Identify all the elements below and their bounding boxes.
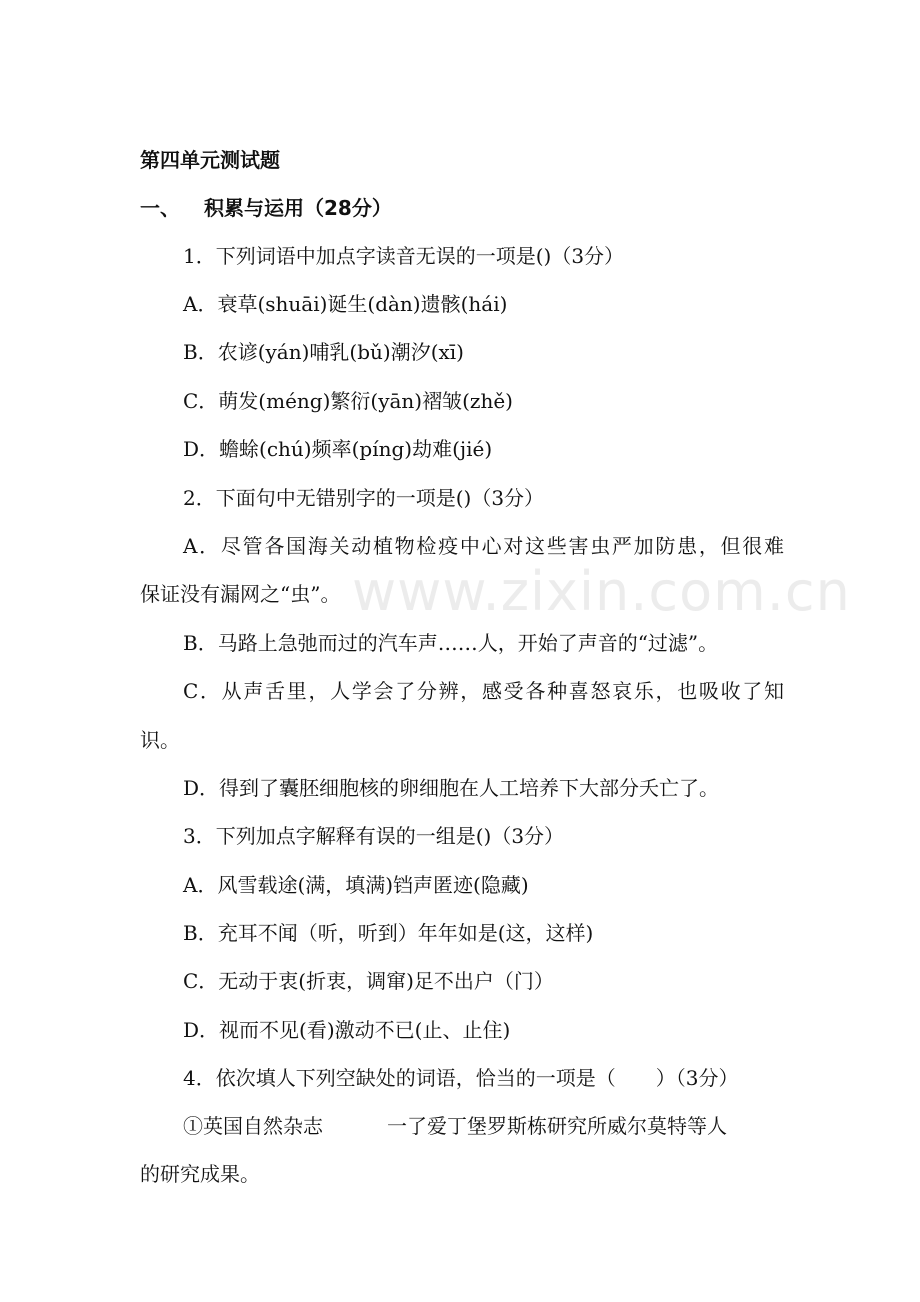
question-3: 3．下列加点字解释有误的一组是()（3分）: [183, 824, 565, 848]
q3-option-b: B．充耳不闻（听，听到）年年如是(这，这样): [183, 921, 594, 945]
question-1: 1．下列词语中加点字读音无误的一项是()（3分）: [183, 244, 625, 268]
section-number: 一、: [140, 196, 180, 220]
q1-option-b: B．农谚(yán)哺乳(bǔ)潮汐(xī): [183, 340, 464, 364]
q1-option-a: A．衰草(shuāi)诞生(dàn)遗骸(hái): [183, 292, 508, 316]
q4-item-1-part2: 一了爱丁堡罗斯栋研究所威尔莫特等人: [387, 1114, 727, 1138]
section-title: 积累与运用（28分）: [204, 196, 392, 220]
question-4: 4．依次填人下列空缺处的词语，恰当的一项是（ ）（3分）: [183, 1066, 739, 1090]
page-title: 第四单元测试题: [140, 148, 280, 172]
q4-item-1-part1: ①英国自然杂志: [183, 1114, 323, 1138]
q1-option-c: C．萌发(méng)繁衍(yān)褶皱(zhě): [183, 389, 513, 413]
watermark: www.zixin.com.cn: [352, 560, 851, 623]
q1-option-d: D．蟾蜍(chú)频率(píng)劫难(jié): [183, 437, 493, 461]
q3-option-c: C．无动于衷(折衷，调窜)足不出户（门）: [183, 969, 554, 993]
q2-option-a: A．尽管各国海关动植物检疫中心对这些害虫严加防患，但很难: [183, 534, 784, 558]
q4-item-1-cont: 的研究成果。: [140, 1162, 260, 1186]
section-heading: [140, 195, 392, 221]
question-2: 2．下面句中无错别字的一项是()（3分）: [183, 486, 545, 510]
q2-option-a-cont: 保证没有漏网之“虫”。: [140, 582, 341, 606]
q3-option-a: A．风雪载途(满，填满)铛声匿迹(隐藏): [183, 873, 529, 897]
q4-item-1: [183, 1113, 727, 1139]
q2-option-d: D．得到了囊胚细胞核的卵细胞在人工培养下大部分夭亡了。: [183, 776, 720, 800]
q2-option-c-cont: 识。: [140, 728, 180, 752]
q2-option-c: C．从声舌里，人学会了分辨，感受各种喜怒哀乐，也吸收了知: [183, 679, 784, 703]
q2-option-b: B．马路上急弛而过的汽车声……人，开始了声音的“过滤”。: [183, 631, 719, 655]
q3-option-d: D．视而不见(看)激动不已(止、止住): [183, 1018, 511, 1042]
